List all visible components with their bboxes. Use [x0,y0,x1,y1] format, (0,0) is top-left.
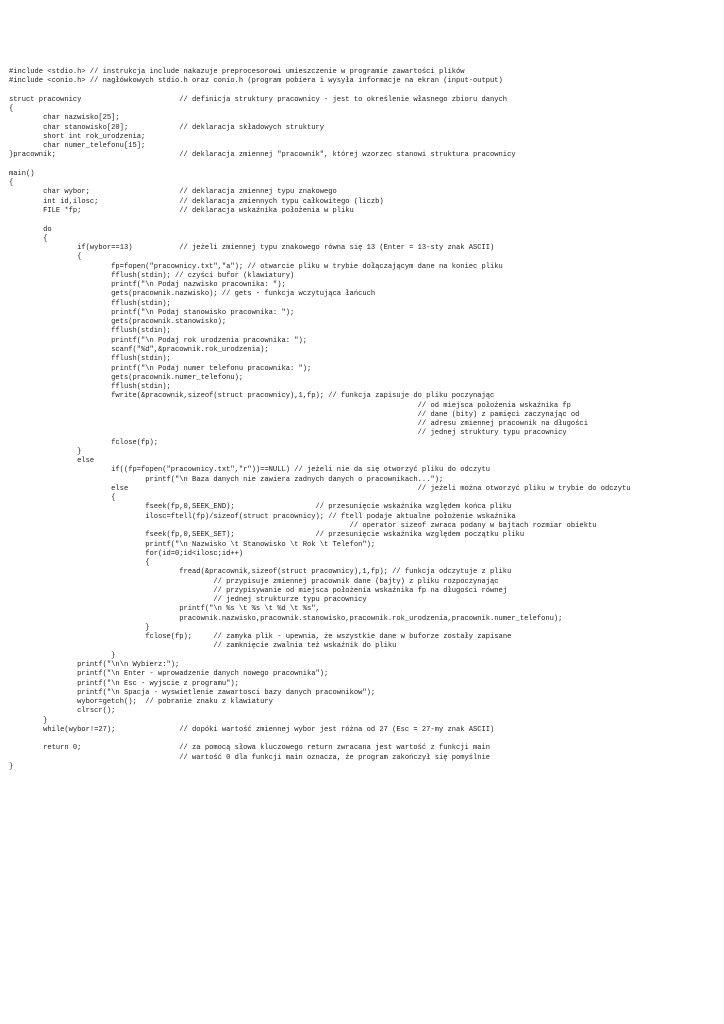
code-line: } [9,447,82,456]
code-line: char numer_telefonu[15]; [9,142,146,151]
code-line: printf("\n\n Wybierz:"); [9,661,180,669]
code-line: wybor=getch(); // pobranie znaku z klawiatury [9,698,273,707]
code-line: char stanowisko[20]; // deklaracja składowych struktury [9,123,325,132]
code-line: // jednej strukturze typu pracownicy [9,596,367,605]
code-line: while(wybor!=27); // dopóki wartość zmiennej wybor jest różna od 27 (Esc = 27-my znak ASCII) [9,725,495,734]
code-line: fwrite(&pracownik,sizeof(struct pracownicy),1,fp); // funkcja zapisuje do pliku poczynając [9,392,495,401]
code-line: // przypisywanie od miejsca położenia wskaźnika fp na długości równej [9,586,508,595]
code-line: fflush(stdin); [9,327,171,336]
code-line: // adresu zmiennej pracownik na długości [9,420,588,429]
code-line: // wartość 0 dla funkcji main oznacza, że program zakończył się pomyślnie [9,753,491,762]
code-line: } [9,623,150,632]
code-line: fclose(fp); [9,438,158,447]
code-line: } [9,762,14,771]
code-line: printf("\n Spacja - wyswietlenie zawartosci bazy danych pracownikow"); [9,688,376,697]
code-line: } [9,651,116,660]
code-line: fflush(stdin); [9,383,171,392]
code-line: { [9,234,48,243]
code-line: char wybor; // deklaracja zmiennej typu znakowego [9,188,337,197]
code-line: struct pracownicy // definicja struktury pracownicy - jest to określenie własnego zbioru danych [9,95,508,104]
code-line: gets(pracownik.numer_telefonu); [9,373,244,382]
code-line: // operator sizeof zwraca podany w bajtach rozmiar obiektu [9,522,597,531]
code-line: for(id=0;id<ilosc;id++) [9,549,244,558]
code-line: fseek(fp,0,SEEK_SET); // przesunięcie wskaźnika względem początku pliku [9,531,525,540]
code-line: printf("\n %s \t %s \t %d \t %s", [9,605,320,614]
code-line: char nazwisko[25]; [9,114,120,123]
code-line: else // jeżeli można otworzyć pliku w trybie do odczytu [9,484,631,493]
code-line: { [9,179,14,188]
code-line: printf("\n Nazwisko \t Stanowisko \t Rok \t Telefon"); [9,540,376,549]
code-line: }pracownik; // deklaracja zmiennej "pracownik", której wzorzec stanowi struktura pracownicy [9,151,516,160]
code-line: fflush(stdin); [9,299,171,308]
code-line: printf("\n Podaj stanowisko pracownika: "); [9,308,295,317]
code-line: do [9,225,52,234]
code-line: pracownik.nazwisko,pracownik.stanowisko,pracownik.rok_urodzenia,pracownik.numer_telefonu); [9,614,563,623]
code-line: // dane (bity) z pamięci zaczynając od [9,410,580,419]
code-line [9,216,631,225]
code-line [9,161,631,170]
code-line: fflush(stdin); [9,355,171,364]
code-line: if((fp=fopen("pracownicy.txt","r"))==NULL) // jeżeli nie da się otworzyć pliku do odczytu [9,466,491,475]
code-line: if(wybor==13) // jeżeli zmiennej typu znakowego równa się 13 (Enter = 13-sty znak ASCII) [9,244,495,253]
code-line: ilosc=ftell(fp)/sizeof(struct pracownicy); // ftell podaje aktualne położenie wskaźnika [9,512,516,521]
code-line: fread(&pracownik,sizeof(struct pracownicy),1,fp); // funkcja odczytuje z pliku [9,568,512,577]
code-line: clrscr(); [9,707,116,716]
code-line: { [9,559,150,568]
code-line: printf("\n Esc - wyjscie z programu"); [9,679,239,688]
code-line: #include <stdio.h> // instrukcja include nakazuje preprocesorowi umieszczenie w programie zawartości plików [9,68,465,76]
code-line: fseek(fp,0,SEEK_END); // przesunięcie wskaźnika względem końca pliku [9,503,512,512]
code-line [9,87,631,96]
code-line: fflush(stdin); // czyści bufor (klawiatury) [9,271,295,280]
code-line: #include <conio.h> // nagłówkowych stdio.h oraz conio.h (program pobiera i wysyła informacje na ekran (input-output) [9,77,503,86]
code-line: return 0; // za pomocą słowa kluczowego return zwracana jest wartość z funkcji main [9,744,491,753]
code-line: // od miejsca położenia wskaźnika fp [9,401,571,410]
code-line: fclose(fp); // zamyka plik - upewnia, że wszystkie dane w buforze zostały zapisane [9,633,512,642]
code-line [9,735,631,744]
code-line: { [9,253,82,262]
code-line: else [9,457,95,466]
code-line: scanf("%d",&pracownik.rok_urodzenia); [9,345,269,354]
code-line: } [9,716,48,725]
code-line: int id,ilosc; // deklaracja zmiennych typu całkowitego (liczb) [9,197,384,206]
code-line: printf("\n Enter - wprowadzenie danych nowego pracownika"); [9,670,329,679]
source-code-listing [9,68,631,772]
code-line: printf("\n Podaj numer telefonu pracownika: "); [9,364,312,373]
code-line: printf("\n Podaj nazwisko pracownika: "); [9,281,286,290]
code-line: printf("\n Podaj rok urodzenia pracownika: "); [9,336,307,345]
code-line: // przypisuje zmiennej pracownik dane (bajty) z pliku rozpoczynając [9,577,499,586]
code-line: printf("\n Baza danych nie zawiera zadnych danych o pracownikach..."); [9,475,444,484]
code-line: short int rok_urodzenia; [9,132,146,141]
code-line: // zamknięcie zwalnia też wskaźnik do pliku [9,642,397,651]
code-line: // jednej struktury typu pracownicy [9,429,567,438]
code-line: fp=fopen("pracownicy.txt","a"); // otwarcie pliku w trybie dołączającym dane na koniec pliku [9,262,503,271]
code-line: gets(pracownik.stanowisko); [9,318,227,327]
code-line: { [9,494,116,503]
code-line: main() [9,169,35,178]
code-line: { [9,105,14,114]
code-line: gets(pracownik.nazwisko); // gets - funkcja wczytująca łańcuch [9,290,376,299]
code-line: FILE *fp; // deklaracja wskaźnika położenia w pliku [9,206,354,215]
